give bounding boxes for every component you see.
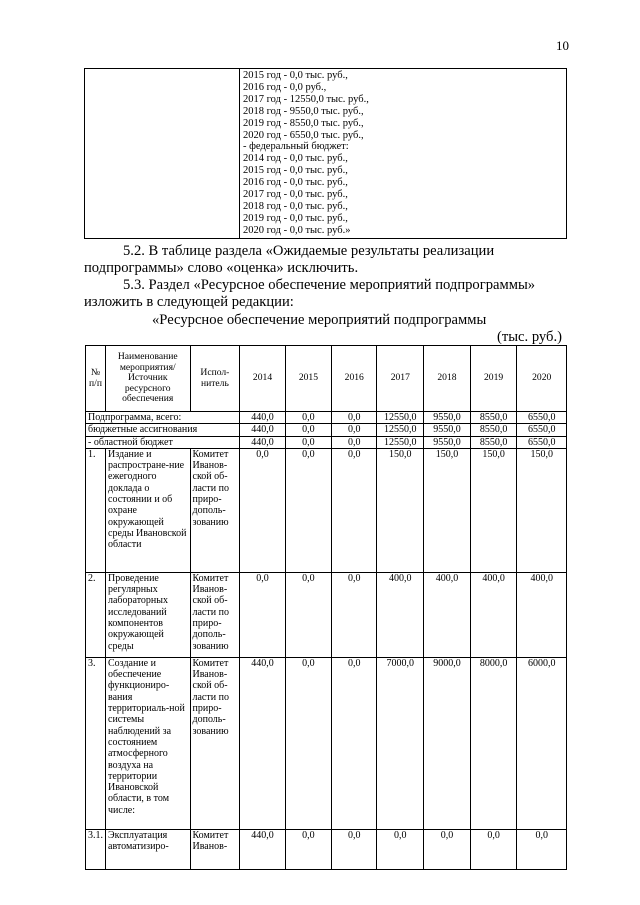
row-name: Проведение регулярных лабораторных исследований компонентов окружающей среды	[106, 572, 191, 657]
budget-line: 2017 год - 12550,0 тыс. руб.,	[243, 93, 369, 105]
header-num: № п/п	[86, 346, 106, 412]
row-num: 3.1.	[86, 829, 106, 869]
value-cell: 0,0	[285, 829, 331, 869]
page-number: 10	[556, 38, 569, 53]
value-cell: 0,0	[332, 572, 377, 657]
resource-table	[85, 345, 567, 870]
value-cell: 400,0	[517, 572, 567, 657]
value-cell: 6550,0	[517, 436, 567, 448]
header-year: 2015	[285, 346, 331, 412]
row-num: 1.	[86, 448, 106, 572]
header-year: 2016	[332, 346, 377, 412]
budget-lines-cell	[240, 69, 567, 239]
summary-label: бюджетные ассигнования	[86, 424, 240, 436]
value-cell: 0,0	[377, 829, 424, 869]
value-cell: 400,0	[424, 572, 471, 657]
summary-row	[86, 424, 567, 436]
value-cell: 440,0	[240, 657, 286, 829]
value-cell: 440,0	[240, 424, 286, 436]
value-cell: 0,0	[332, 448, 377, 572]
value-cell: 440,0	[240, 829, 286, 869]
empty-cell	[85, 69, 240, 239]
paragraph-5-3-line2: изложить в следующей редакции:	[84, 294, 294, 310]
table-row	[86, 829, 567, 869]
header-executor: Испол-нитель	[190, 346, 240, 412]
summary-row	[86, 412, 567, 424]
budget-line: 2014 год - 0,0 тыс. руб.,	[243, 153, 348, 165]
row-executor: Комитет Иванов-ской об-ласти по приро-дополь-зованию	[190, 448, 240, 572]
row-name: Создание и обеспечение функциониро-вания территориаль-ной системы наблюдений за состоянием атмосферного воздуха на территории Ивановской области, в том числе:	[106, 657, 191, 829]
summary-label: Подпрограмма, всего:	[86, 412, 240, 424]
value-cell: 0,0	[332, 657, 377, 829]
value-cell: 9550,0	[424, 424, 471, 436]
value-cell: 0,0	[332, 436, 377, 448]
table-title: «Ресурсное обеспечение мероприятий подпрограммы	[152, 312, 487, 328]
value-cell: 400,0	[470, 572, 517, 657]
header-year: 2019	[470, 346, 517, 412]
value-cell: 400,0	[377, 572, 424, 657]
value-cell: 0,0	[332, 424, 377, 436]
row-executor: Комитет Иванов-	[190, 829, 240, 869]
value-cell: 0,0	[332, 412, 377, 424]
budget-line: 2018 год - 9550,0 тыс. руб.,	[243, 105, 364, 117]
value-cell: 0,0	[285, 448, 331, 572]
paragraph-5-3-line1: 5.3. Раздел «Ресурсное обеспечение мероприятий подпрограммы»	[123, 277, 536, 293]
budget-line: 2019 год - 0,0 тыс. руб.,	[243, 212, 348, 224]
value-cell: 8550,0	[470, 424, 517, 436]
table-row	[86, 448, 567, 572]
value-cell: 150,0	[377, 448, 424, 572]
value-cell: 0,0	[285, 424, 331, 436]
value-cell: 0,0	[470, 829, 517, 869]
table-row	[86, 572, 567, 657]
value-cell: 8550,0	[470, 412, 517, 424]
value-cell: 8000,0	[470, 657, 517, 829]
budget-line: 2017 год - 0,0 тыс. руб.,	[243, 189, 348, 201]
value-cell: 0,0	[332, 829, 377, 869]
value-cell: 6550,0	[517, 424, 567, 436]
budget-line: 2020 год - 6550,0 тыс. руб.,	[243, 129, 364, 141]
value-cell: 0,0	[285, 657, 331, 829]
budget-line: 2019 год - 8550,0 тыс. руб.,	[243, 117, 364, 129]
budget-continuation-table	[84, 68, 567, 239]
budget-line: - федеральный бюджет:	[243, 141, 349, 153]
value-cell: 9000,0	[424, 657, 471, 829]
value-cell: 0,0	[240, 572, 286, 657]
header-name: Наименование мероприятия/ Источник ресурсного обеспечения	[106, 346, 191, 412]
value-cell: 8550,0	[470, 436, 517, 448]
value-cell: 7000,0	[377, 657, 424, 829]
value-cell: 150,0	[470, 448, 517, 572]
value-cell: 0,0	[285, 572, 331, 657]
summary-row	[86, 436, 567, 448]
row-name: Издание и распростране-ние ежегодного доклада о состоянии и об охране окружающей среды Ивановской области	[106, 448, 191, 572]
budget-line: 2020 год - 0,0 тыс. руб.»	[243, 224, 351, 236]
value-cell: 12550,0	[377, 412, 424, 424]
paragraph-5-2-line2: подпрограммы» слово «оценка» исключить.	[84, 260, 359, 276]
value-cell: 9550,0	[424, 412, 471, 424]
value-cell: 6550,0	[517, 412, 567, 424]
budget-line: 2016 год - 0,0 тыс. руб.,	[243, 177, 348, 189]
value-cell: 12550,0	[377, 424, 424, 436]
table-row	[86, 657, 567, 829]
value-cell: 0,0	[424, 829, 471, 869]
budget-line: 2016 год - 0,0 руб.,	[243, 81, 327, 93]
paragraph-5-2-line1: 5.2. В таблице раздела «Ожидаемые результаты реализации	[123, 243, 495, 259]
value-cell: 440,0	[240, 412, 286, 424]
value-cell: 9550,0	[424, 436, 471, 448]
header-year: 2014	[240, 346, 286, 412]
budget-line: 2015 год - 0,0 тыс. руб.,	[243, 165, 348, 177]
units-label: (тыс. руб.)	[497, 329, 562, 345]
value-cell: 0,0	[285, 412, 331, 424]
value-cell: 12550,0	[377, 436, 424, 448]
value-cell: 0,0	[240, 448, 286, 572]
row-name: Эксплуатация автоматизиро-	[106, 829, 191, 869]
row-executor: Комитет Иванов-ской об-ласти по приро-дополь-зованию	[190, 572, 240, 657]
row-executor: Комитет Иванов-ской об-ласти по приро-дополь-зованию	[190, 657, 240, 829]
header-year: 2018	[424, 346, 471, 412]
header-year: 2017	[377, 346, 424, 412]
value-cell: 150,0	[424, 448, 471, 572]
value-cell: 150,0	[517, 448, 567, 572]
header-year: 2020	[517, 346, 567, 412]
budget-line: 2018 год - 0,0 тыс. руб.,	[243, 200, 348, 212]
summary-label: - областной бюджет	[86, 436, 240, 448]
value-cell: 0,0	[285, 436, 331, 448]
budget-line: 2015 год - 0,0 тыс. руб.,	[243, 70, 348, 81]
value-cell: 440,0	[240, 436, 286, 448]
row-num: 3.	[86, 657, 106, 829]
row-num: 2.	[86, 572, 106, 657]
value-cell: 6000,0	[517, 657, 567, 829]
value-cell: 0,0	[517, 829, 567, 869]
